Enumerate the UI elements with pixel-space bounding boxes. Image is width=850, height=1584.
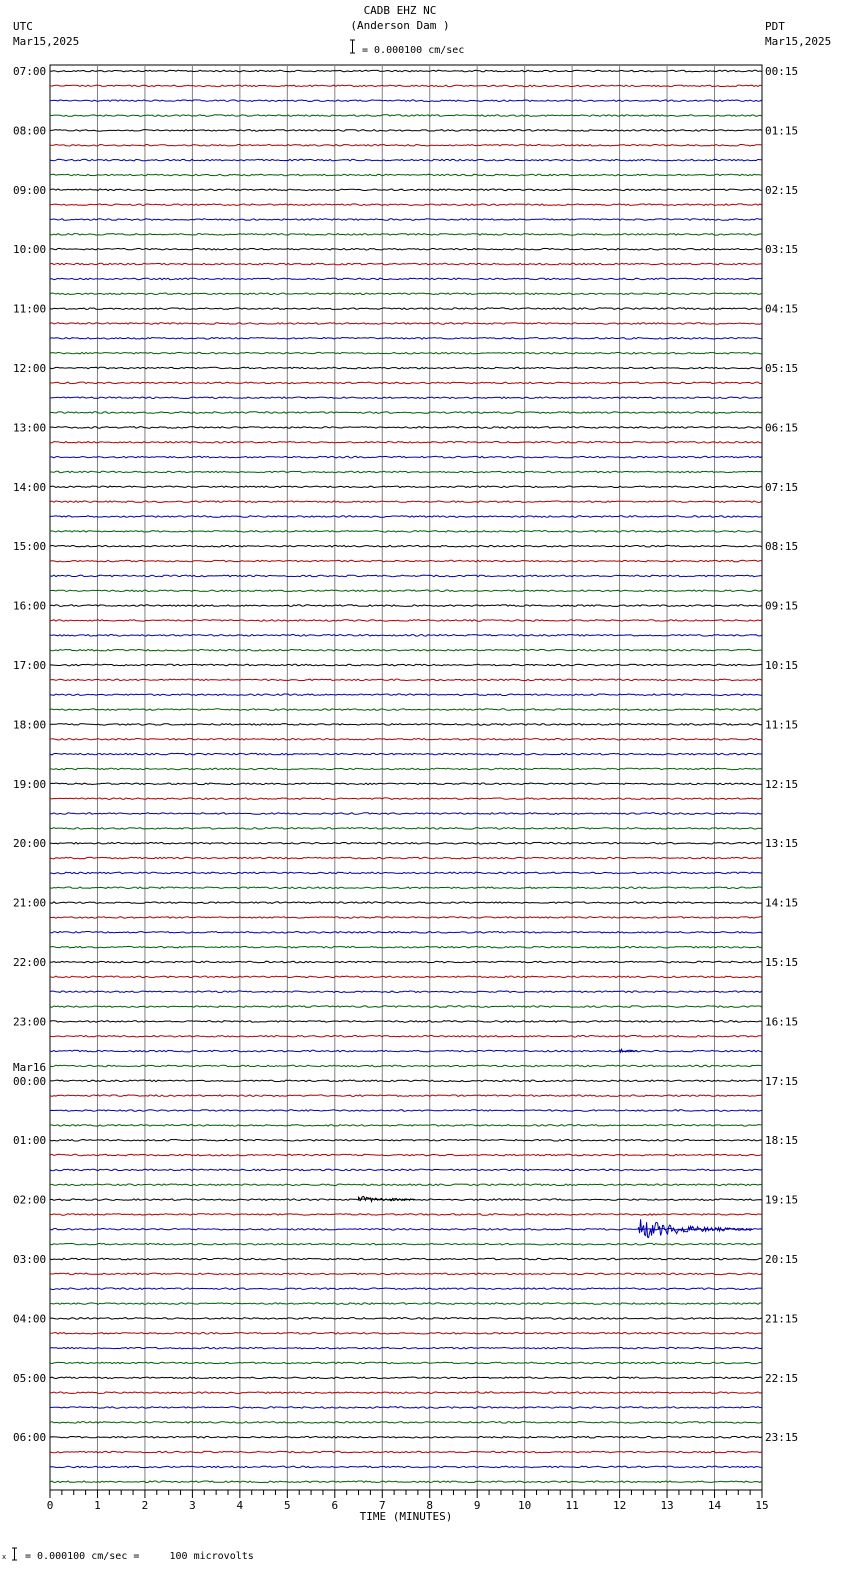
- utc-hour-label: 04:00: [13, 1312, 47, 1326]
- seismogram-trace: [50, 1333, 762, 1335]
- seismogram-trace: [50, 1095, 762, 1097]
- seismogram-trace: [50, 1288, 762, 1290]
- utc-hour-label: 20:00: [13, 837, 47, 851]
- seismogram-trace: [50, 872, 762, 874]
- seismogram-trace: [50, 932, 762, 934]
- seismogram-trace: [50, 917, 762, 919]
- seismogram-trace: [50, 115, 762, 117]
- seismogram-trace: [50, 338, 762, 340]
- pdt-hour-label: 19:15: [765, 1193, 799, 1207]
- x-tick-label: 4: [236, 1499, 244, 1512]
- pdt-hour-label: 16:15: [765, 1015, 799, 1029]
- x-tick-label: 13: [660, 1499, 674, 1512]
- utc-hour-label: 03:00: [13, 1253, 47, 1266]
- seismogram-trace: [50, 219, 762, 221]
- utc-hour-label: 19:00: [13, 777, 47, 791]
- pdt-hour-label: 08:15: [765, 540, 799, 554]
- x-tick-label: 12: [612, 1499, 627, 1512]
- seismogram-trace: [50, 1481, 762, 1483]
- seismogram-trace: [50, 1229, 762, 1231]
- seismogram-trace: [50, 1154, 762, 1156]
- seismogram-trace: [50, 1303, 762, 1305]
- utc-hour-label: 05:00: [13, 1371, 47, 1385]
- x-tick-label: 10: [518, 1499, 532, 1512]
- seismogram-trace: [50, 1347, 762, 1349]
- seismogram-trace: [50, 85, 762, 87]
- seismogram-trace: [50, 323, 762, 325]
- x-tick-label: 3: [189, 1499, 196, 1512]
- seismogram-trace: [50, 739, 762, 741]
- scale-text: = 0.000100 cm/sec: [362, 45, 465, 56]
- seismogram-trace: [50, 798, 762, 800]
- pdt-hour-label: 00:15: [765, 65, 799, 78]
- seismogram-trace: [50, 709, 762, 711]
- seismogram-trace: [50, 1392, 762, 1394]
- utc-date-label: Mar15,2025: [13, 35, 80, 48]
- seismogram-trace: [50, 1258, 762, 1260]
- seismogram-trace: [50, 308, 762, 310]
- x-axis-title: TIME (MINUTES): [359, 1510, 453, 1523]
- pdt-hour-label: 07:15: [765, 480, 799, 494]
- seismogram-trace: [50, 605, 762, 607]
- seismogram-trace: [50, 783, 762, 785]
- seismogram-trace: [50, 189, 762, 191]
- pdt-hour-label: 10:15: [765, 659, 799, 672]
- seismogram-trace: [50, 130, 762, 132]
- seismogram-trace: [50, 1273, 762, 1275]
- utc-hour-label: 15:00: [13, 540, 47, 554]
- pdt-hour-label: 03:15: [765, 243, 799, 257]
- seismogram-trace: [50, 857, 762, 859]
- seismogram-trace: [50, 1169, 762, 1171]
- seismogram-trace: [50, 768, 762, 770]
- seismogram-trace: [50, 397, 762, 399]
- utc-hour-label: 13:00: [13, 421, 47, 435]
- seismic-event-trace: [639, 1219, 752, 1237]
- utc-hour-label: 12:00: [13, 362, 47, 375]
- utc-zone-label: UTC: [13, 20, 33, 33]
- seismogram-trace: [50, 100, 762, 102]
- svg-text:x: x: [2, 1553, 7, 1561]
- x-tick-label: 2: [141, 1499, 149, 1512]
- seismogram-trace: [50, 70, 762, 72]
- seismogram-trace: [50, 367, 762, 369]
- seismogram-trace: [50, 1466, 762, 1468]
- pdt-hour-label: 17:15: [765, 1074, 799, 1088]
- seismogram-trace: [50, 961, 762, 963]
- pdt-hour-label: 12:15: [765, 777, 799, 791]
- utc-hour-label: 16:00: [13, 599, 47, 613]
- seismogram-trace: [50, 427, 762, 429]
- seismogram-trace: [50, 664, 762, 666]
- seismogram-trace: [50, 248, 762, 250]
- x-tick-label: 8: [426, 1499, 434, 1512]
- x-tick-label: 0: [46, 1499, 54, 1512]
- seismogram-trace: [50, 590, 762, 592]
- utc-hour-label: 11:00: [13, 302, 47, 316]
- seismogram-trace: [50, 1125, 762, 1127]
- date-break-label: Mar16: [13, 1060, 47, 1074]
- pdt-hour-label: 22:15: [765, 1371, 799, 1385]
- seismogram-trace: [50, 679, 762, 681]
- seismogram-trace: [50, 471, 762, 473]
- seismogram-trace: [50, 635, 762, 637]
- seismogram-trace: [50, 1006, 762, 1008]
- utc-hour-label: 14:00: [13, 480, 47, 494]
- pdt-hour-label: 13:15: [765, 837, 799, 851]
- seismogram-trace: [50, 145, 762, 147]
- seismogram-trace: [50, 1451, 762, 1453]
- seismogram-trace: [50, 976, 762, 978]
- seismogram-trace: [50, 1110, 762, 1112]
- seismogram-trace: [50, 1036, 762, 1038]
- seismogram-trace: [50, 620, 762, 622]
- pdt-hour-label: 05:15: [765, 362, 799, 375]
- seismogram-trace: [50, 204, 762, 206]
- pdt-hour-label: 01:15: [765, 124, 799, 138]
- seismogram-trace: [50, 1050, 762, 1052]
- seismogram-trace: [50, 649, 762, 651]
- seismogram-trace: [50, 442, 762, 444]
- seismogram-trace: [50, 412, 762, 414]
- seismogram-trace: [50, 813, 762, 815]
- pdt-hour-label: 15:15: [765, 956, 799, 969]
- station-title: CADB EHZ NC: [363, 4, 437, 17]
- x-tick-label: 6: [331, 1499, 339, 1512]
- utc-hour-label: 07:00: [13, 65, 47, 78]
- seismogram-trace: [50, 1184, 762, 1186]
- seismogram-trace: [50, 1422, 762, 1424]
- x-tick-label: 9: [473, 1499, 481, 1512]
- seismogram-trace: [50, 352, 762, 354]
- x-tick-label: 5: [284, 1499, 291, 1512]
- utc-hour-label: 00:00: [13, 1074, 47, 1088]
- seismogram-trace: [50, 234, 762, 236]
- utc-hour-label: 18:00: [13, 718, 47, 732]
- pdt-hour-label: 14:15: [765, 896, 799, 910]
- pdt-zone-label: PDT: [765, 20, 785, 33]
- pdt-hour-label: 02:15: [765, 183, 799, 197]
- seismogram-trace: [50, 1318, 762, 1320]
- seismogram-trace: [50, 1139, 762, 1141]
- seismogram-trace: [50, 946, 762, 948]
- x-tick-label: 1: [94, 1499, 101, 1512]
- seismogram-trace: [50, 694, 762, 696]
- seismogram-trace: [50, 1362, 762, 1364]
- seismogram-trace: [50, 1243, 762, 1245]
- pdt-hour-label: 18:15: [765, 1134, 799, 1148]
- seismogram-trace: [50, 724, 762, 726]
- seismogram-trace: [50, 545, 762, 547]
- utc-hour-label: 09:00: [13, 183, 47, 197]
- pdt-hour-label: 21:15: [765, 1312, 799, 1326]
- seismogram-trace: [50, 456, 762, 458]
- pdt-hour-label: 06:15: [765, 421, 799, 435]
- seismogram-trace: [50, 1021, 762, 1023]
- pdt-hour-label: 20:15: [765, 1253, 799, 1266]
- seismogram-trace: [50, 1377, 762, 1379]
- pdt-hour-label: 04:15: [765, 302, 799, 316]
- seismogram-trace: [50, 575, 762, 577]
- seismogram-trace: [50, 753, 762, 755]
- utc-hour-label: 17:00: [13, 659, 47, 672]
- seismogram-trace: [50, 842, 762, 844]
- seismogram-trace: [50, 263, 762, 265]
- pdt-date-label: Mar15,2025: [765, 35, 832, 48]
- pdt-hour-label: 11:15: [765, 718, 799, 732]
- seismogram-trace: [50, 887, 762, 889]
- seismogram-trace: [50, 531, 762, 533]
- utc-hour-label: 10:00: [13, 243, 47, 257]
- seismogram-trace: [50, 560, 762, 562]
- seismogram-trace: [50, 486, 762, 488]
- utc-hour-label: 21:00: [13, 896, 47, 910]
- x-tick-label: 15: [755, 1499, 769, 1512]
- utc-hour-label: 22:00: [13, 956, 47, 969]
- seismogram-trace: [50, 501, 762, 503]
- seismogram-trace: [50, 1065, 762, 1067]
- pdt-hour-label: 09:15: [765, 599, 799, 613]
- seismogram-trace: [50, 516, 762, 518]
- seismogram-trace: [50, 1080, 762, 1082]
- seismogram-trace: [50, 159, 762, 161]
- utc-hour-label: 01:00: [13, 1134, 47, 1148]
- seismogram-trace: [50, 174, 762, 176]
- x-tick-label: 7: [378, 1499, 386, 1512]
- footer-scale-text: = 0.000100 cm/sec = 100 microvolts: [25, 1551, 254, 1562]
- x-tick-label: 14: [707, 1499, 722, 1512]
- utc-hour-label: 23:00: [13, 1015, 47, 1029]
- seismogram-trace: [50, 293, 762, 295]
- seismogram-trace: [50, 902, 762, 904]
- x-tick-label: 11: [565, 1499, 579, 1512]
- seismogram-trace: [50, 1436, 762, 1438]
- utc-hour-label: 08:00: [13, 124, 47, 138]
- station-location: (Anderson Dam ): [350, 19, 450, 32]
- seismogram-trace: [50, 1214, 762, 1216]
- seismogram-trace: [50, 382, 762, 384]
- utc-hour-label: 02:00: [13, 1193, 47, 1207]
- utc-hour-label: 06:00: [13, 1431, 47, 1445]
- seismogram-trace: [50, 828, 762, 830]
- seismogram-trace: [50, 278, 762, 280]
- seismogram-trace: [50, 991, 762, 993]
- pdt-hour-label: 23:15: [765, 1431, 799, 1445]
- seismogram-trace: [50, 1407, 762, 1409]
